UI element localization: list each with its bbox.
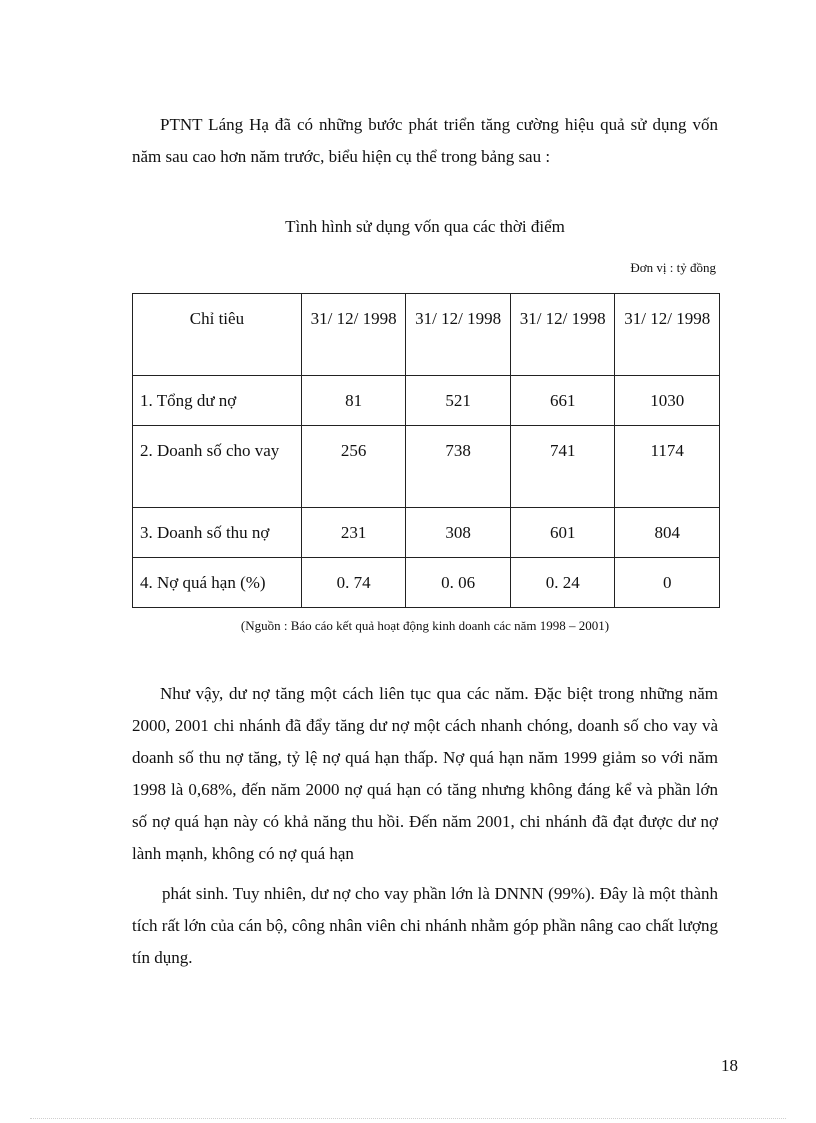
header-date: 31/ 12/ 1998 [301,294,406,376]
conclusion-text: phát sinh. Tuy nhiên, dư nợ cho vay phần lớn là DNNN (99%). Đây là một thành tích rất lớn của cán bộ, công nhân viên chi nhánh nhằm góp phần nâng cao chất lượng tín dụng. [132,884,718,967]
conclusion-paragraph [132,878,718,974]
table-source-note: (Nguồn : Báo cáo kết quả hoạt động kinh doanh các năm 1998 – 2001) [240,618,610,633]
cell-value: 256 [301,426,406,508]
cell-value: 0. 24 [510,558,615,608]
intro-text: PTNT Láng Hạ đã có những bước phát triển tăng cường hiệu quả sử dụng vốn năm sau cao hơn năm trước, biểu hiện cụ thể trong bảng sau : [132,115,718,166]
cell-value: 661 [510,376,615,426]
cell-value: 81 [301,376,406,426]
table-row [133,558,720,608]
cell-value: 231 [301,508,406,558]
table-row [133,508,720,558]
header-date: 31/ 12/ 1998 [615,294,720,376]
cell-value: 1174 [615,426,720,508]
row-label: 3. Doanh số thu nợ [133,508,302,558]
row-label: 1. Tổng dư nợ [133,376,302,426]
analysis-text: Như vậy, dư nợ tăng một cách liên tục qua các năm. Đặc biệt trong những năm 2000, 2001 chi nhánh đã đẩy tăng dư nợ một cách nhanh chóng, doanh số cho vay và doanh số thu nợ tăng, tỷ lệ nợ quá hạn thấp. Nợ quá hạn năm 1999 giảm so với năm 1998 là 0,68%, đến năm 2000 nợ quá hạn có tăng nhưng không đáng kể và phần lớn số nợ quá hạn này có khả năng thu hồi. Đến năm 2001, chi nhánh đã đạt được dư nợ lành mạnh, không có nợ quá hạn [132,684,718,863]
table-title: Tình hình sử dụng vốn qua các thời điểm [285,217,565,236]
unit-note: Đơn vị : tỷ đồng [630,260,716,275]
page-number: 18 [721,1056,738,1075]
table-header-row [133,294,720,376]
cell-value: 308 [406,508,511,558]
header-date: 31/ 12/ 1998 [406,294,511,376]
cell-value: 738 [406,426,511,508]
cell-value: 0 [615,558,720,608]
cell-value: 601 [510,508,615,558]
capital-usage-table [132,293,720,608]
table-row [133,426,720,508]
header-date: 31/ 12/ 1998 [510,294,615,376]
header-indicator: Chỉ tiêu [133,294,302,376]
cell-value: 0. 74 [301,558,406,608]
cell-value: 521 [406,376,511,426]
cell-value: 0. 06 [406,558,511,608]
cell-value: 741 [510,426,615,508]
row-label: 4. Nợ quá hạn (%) [133,558,302,608]
row-label: 2. Doanh số cho vay [133,426,302,508]
analysis-paragraph [132,678,718,870]
table-row [133,376,720,426]
cell-value: 804 [615,508,720,558]
page-bottom-rule [30,1118,786,1119]
intro-paragraph [132,109,718,173]
cell-value: 1030 [615,376,720,426]
